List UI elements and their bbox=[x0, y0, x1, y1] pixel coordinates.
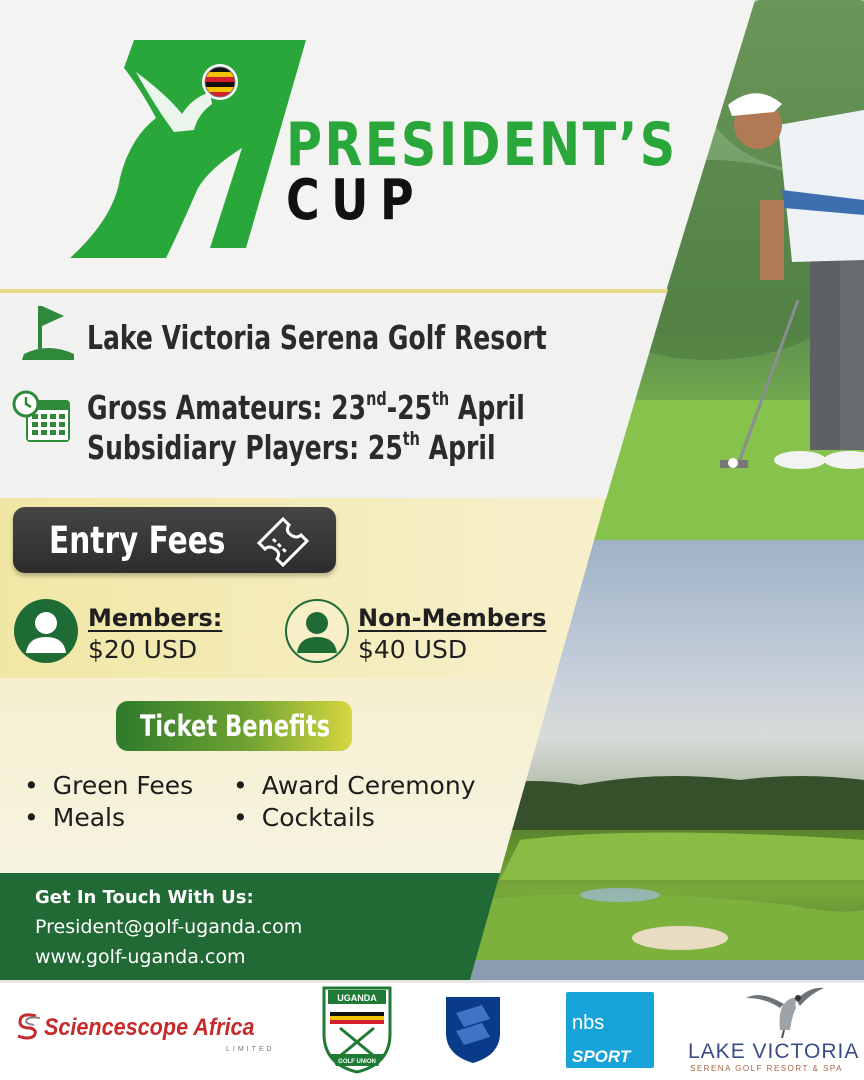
golf-flag-icon bbox=[20, 302, 76, 362]
subsidiary-players-date: Subsidiary Players: 25th April bbox=[87, 428, 496, 467]
benefit-item: • Green Fees bbox=[24, 771, 193, 800]
sciencescope-logo-subtext: LIMITED bbox=[226, 1046, 275, 1053]
crane-bird-icon bbox=[740, 982, 826, 1038]
event-title-line2: CUP bbox=[286, 168, 426, 233]
benefit-item: • Award Ceremony bbox=[233, 771, 476, 800]
event-title-line1: PRESIDENT’S bbox=[286, 110, 678, 180]
member-avatar-icon bbox=[14, 599, 78, 663]
entry-fees-heading: Entry Fees bbox=[49, 519, 226, 562]
ticket-benefits-heading: Ticket Benefits bbox=[140, 709, 331, 743]
contact-heading: Get In Touch With Us: bbox=[35, 887, 254, 908]
venue-text: Lake Victoria Serena Golf Resort bbox=[87, 318, 547, 357]
non-members-label: Non-Members bbox=[358, 604, 547, 632]
contact-email[interactable]: President@golf-uganda.com bbox=[35, 916, 303, 938]
uganda-golf-union-logo bbox=[318, 984, 396, 1074]
lake-victoria-logo-subtext: SERENA GOLF RESORT & SPA bbox=[690, 1064, 843, 1073]
lake-victoria-logo-text: LAKE VICTORIA bbox=[688, 1040, 860, 1063]
ugu-logo-bottom-text: GOLF UNION bbox=[338, 1059, 376, 1065]
nbs-logo-sport-text: SPORT bbox=[572, 1047, 631, 1066]
members-price: $20 USD bbox=[88, 635, 198, 664]
entry-fees-heading-pill bbox=[13, 507, 336, 573]
members-label: Members: bbox=[88, 604, 223, 632]
non-member-avatar-icon bbox=[285, 599, 349, 663]
non-members-price: $40 USD bbox=[358, 635, 468, 664]
ugu-logo-top-text: UGANDA bbox=[337, 993, 377, 1003]
benefit-item: • Cocktails bbox=[233, 803, 375, 832]
calendar-clock-icon bbox=[12, 390, 72, 446]
gross-amateurs-dates: Gross Amateurs: 23nd-25th April bbox=[87, 388, 525, 427]
ticket-icon bbox=[253, 513, 313, 569]
uganda-crane-emblem-icon bbox=[204, 66, 236, 98]
standard-bank-logo bbox=[442, 993, 504, 1065]
sciencescope-logo-icon bbox=[12, 1010, 44, 1042]
benefit-item: • Meals bbox=[24, 803, 125, 832]
sciencescope-logo-text: Sciencescope Africa bbox=[44, 1014, 255, 1041]
ticket-benefits-heading-pill bbox=[116, 701, 352, 751]
presidents-cup-logo bbox=[70, 38, 306, 258]
nbs-logo-text: nbs bbox=[572, 1012, 605, 1034]
contact-website[interactable]: www.golf-uganda.com bbox=[35, 946, 246, 968]
